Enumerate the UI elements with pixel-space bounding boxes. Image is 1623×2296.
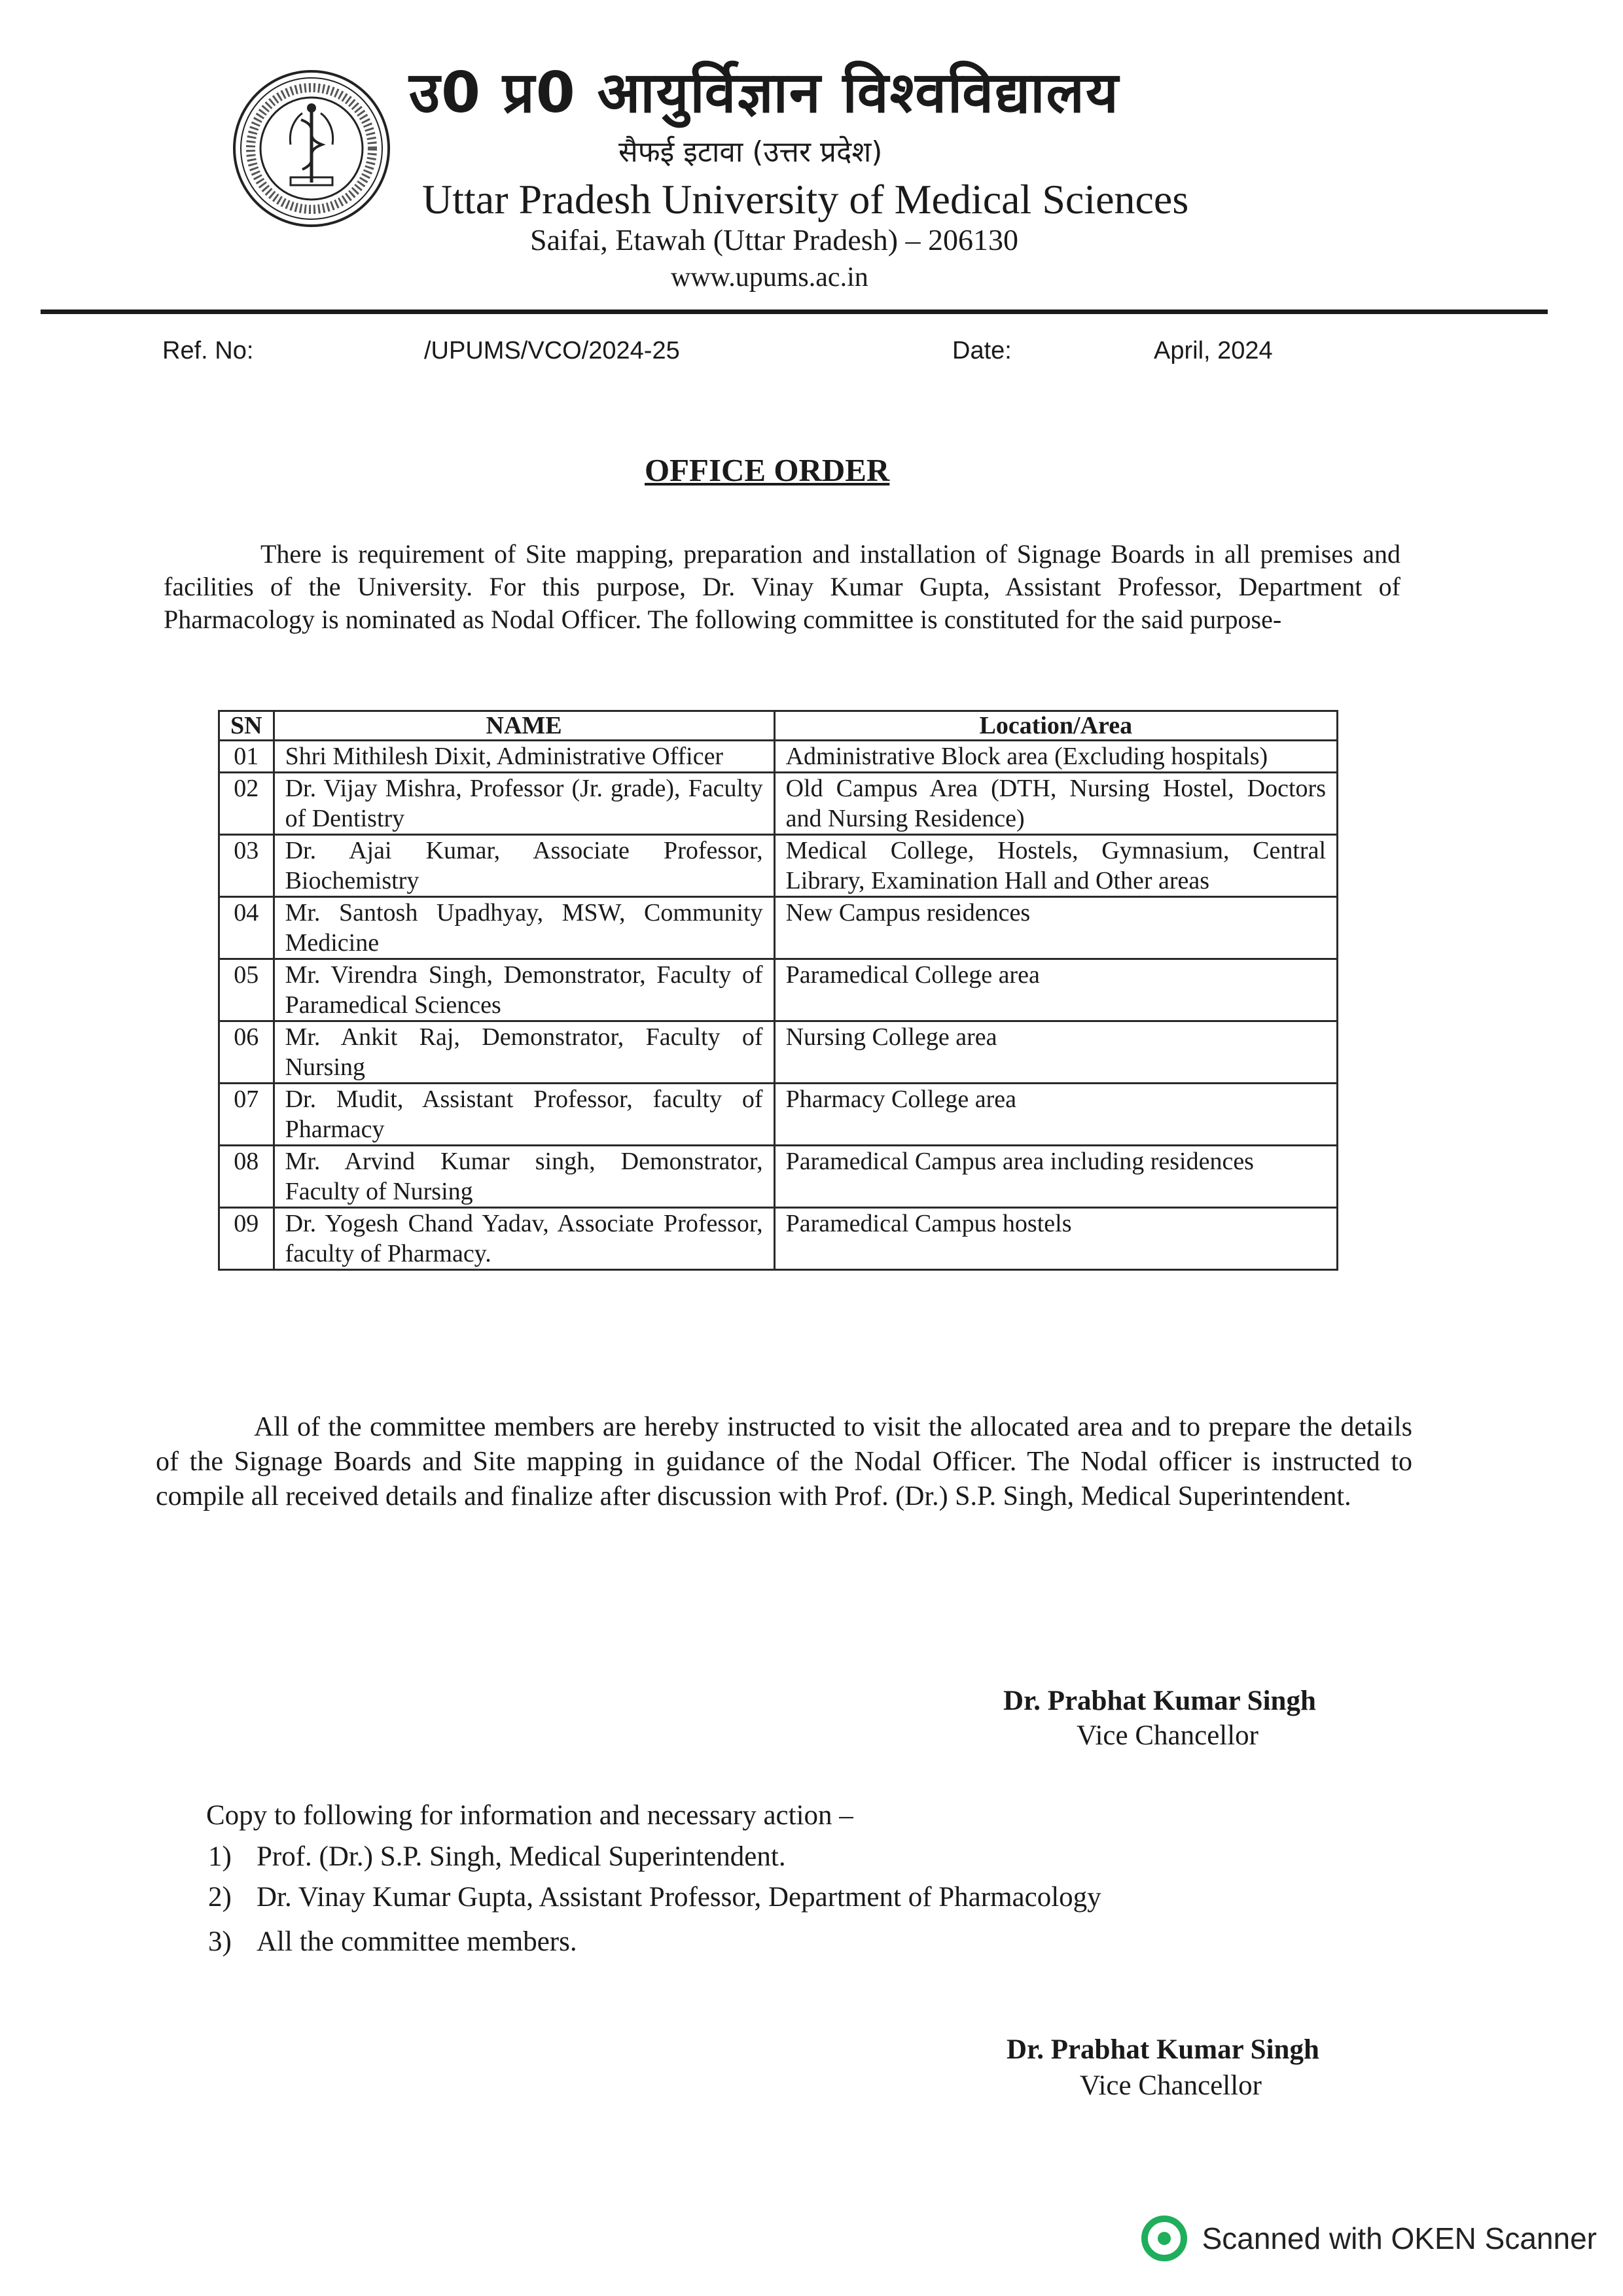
copy-to-item-number: 3) bbox=[208, 1926, 232, 1957]
row-name: Mr. Arvind Kumar singh, Demonstrator, Faculty of Nursing bbox=[274, 1146, 774, 1208]
row-location: New Campus residences bbox=[774, 897, 1337, 959]
table-row bbox=[219, 1146, 1338, 1208]
signatory-name: Dr. Prabhat Kumar Singh bbox=[1003, 1686, 1316, 1716]
date-value: April, 2024 bbox=[1154, 337, 1273, 364]
scanner-text: Scanned with OKEN Scanner bbox=[1202, 2221, 1597, 2255]
letterhead-divider bbox=[41, 309, 1548, 314]
row-name: Dr. Vijay Mishra, Professor (Jr. grade), Faculty of Dentistry bbox=[274, 773, 774, 835]
row-sn: 05 bbox=[219, 959, 274, 1021]
committee-table bbox=[218, 710, 1338, 1271]
row-sn: 07 bbox=[219, 1084, 274, 1146]
row-name: Dr. Mudit, Assistant Professor, faculty of Pharmacy bbox=[274, 1084, 774, 1146]
column-header-sn: SN bbox=[219, 711, 274, 741]
row-location: Administrative Block area (Excluding hospitals) bbox=[774, 741, 1337, 773]
row-name: Mr. Virendra Singh, Demonstrator, Faculty of Paramedical Sciences bbox=[274, 959, 774, 1021]
row-sn: 03 bbox=[219, 835, 274, 897]
table-row bbox=[219, 1084, 1338, 1146]
scanner-watermark bbox=[1141, 2215, 1597, 2262]
column-header-name: NAME bbox=[274, 711, 774, 741]
copy-to-item: All the committee members. bbox=[257, 1926, 577, 1957]
row-name: Dr. Ajai Kumar, Associate Professor, Biochemistry bbox=[274, 835, 774, 897]
row-sn: 08 bbox=[219, 1146, 274, 1208]
row-sn: 06 bbox=[219, 1021, 274, 1084]
university-address-english: Saifai, Etawah (Uttar Pradesh) – 206130 bbox=[530, 223, 1019, 256]
table-row bbox=[219, 741, 1338, 773]
intro-paragraph: There is requirement of Site mapping, preparation and installation of Signage Boards in all premises and facilities of the University. For this purpose, Dr. Vinay Kumar Gupta, Assistant Professor, Department of Pharmacology is nominated as Nodal Officer. The following committee is constituted for the said purpose- bbox=[164, 539, 1400, 634]
table-row bbox=[219, 1021, 1338, 1084]
table-row bbox=[219, 897, 1338, 959]
row-location: Pharmacy College area bbox=[774, 1084, 1337, 1146]
row-location: Paramedical Campus hostels bbox=[774, 1208, 1337, 1270]
page-title: OFFICE ORDER bbox=[645, 452, 890, 488]
row-sn: 09 bbox=[219, 1208, 274, 1270]
column-header-location: Location/Area bbox=[774, 711, 1337, 741]
university-name-hindi: उ0 प्र0 आयुर्विज्ञान विश्वविद्यालय bbox=[409, 60, 1120, 126]
row-sn: 01 bbox=[219, 741, 274, 773]
row-name: Mr. Santosh Upadhyay, MSW, Community Medicine bbox=[274, 897, 774, 959]
university-name-english: Uttar Pradesh University of Medical Sciences bbox=[422, 176, 1189, 222]
ref-label: Ref. No: bbox=[162, 337, 254, 364]
university-website: www.upums.ac.in bbox=[671, 262, 868, 292]
signatory-designation: Vice Chancellor bbox=[1080, 2070, 1262, 2101]
table-header-row bbox=[219, 711, 1338, 741]
table-row bbox=[219, 773, 1338, 835]
copy-to-item: Prof. (Dr.) S.P. Singh, Medical Superintendent. bbox=[257, 1841, 786, 1872]
university-seal-icon bbox=[230, 67, 393, 230]
copy-to-item-number: 1) bbox=[208, 1841, 232, 1872]
row-name: Dr. Yogesh Chand Yadav, Associate Professor, faculty of Pharmacy. bbox=[274, 1208, 774, 1270]
copy-to-item-number: 2) bbox=[208, 1882, 232, 1913]
signatory-designation: Vice Chancellor bbox=[1077, 1720, 1258, 1751]
copy-to-heading: Copy to following for information and necessary action – bbox=[206, 1800, 853, 1831]
table-row bbox=[219, 959, 1338, 1021]
row-location: Medical College, Hostels, Gymnasium, Central Library, Examination Hall and Other areas bbox=[774, 835, 1337, 897]
signatory-name: Dr. Prabhat Kumar Singh bbox=[1007, 2034, 1319, 2065]
row-location: Paramedical Campus area including residences bbox=[774, 1146, 1337, 1208]
closing-paragraph: All of the committee members are hereby instructed to visit the allocated area and to prepare the details of the Signage Boards and Site mapping in guidance of the Nodal Officer. The Nodal officer is instructed to compile all received details and finalize after discussion with Prof. (Dr.) S.P. Singh, Medical Superintendent. bbox=[156, 1412, 1412, 1511]
row-location: Paramedical College area bbox=[774, 959, 1337, 1021]
copy-to-item: Dr. Vinay Kumar Gupta, Assistant Professor, Department of Pharmacology bbox=[257, 1882, 1101, 1913]
row-sn: 02 bbox=[219, 773, 274, 835]
row-location: Nursing College area bbox=[774, 1021, 1337, 1084]
row-location: Old Campus Area (DTH, Nursing Hostel, Doctors and Nursing Residence) bbox=[774, 773, 1337, 835]
table-row bbox=[219, 1208, 1338, 1270]
oken-scanner-logo-icon bbox=[1141, 2215, 1188, 2262]
row-name: Mr. Ankit Raj, Demonstrator, Faculty of Nursing bbox=[274, 1021, 774, 1084]
date-label: Date: bbox=[952, 337, 1012, 364]
row-name: Shri Mithilesh Dixit, Administrative Officer bbox=[274, 741, 774, 773]
university-address-hindi: सैफई इटावा (उत्तर प्रदेश) bbox=[618, 135, 883, 169]
table-row bbox=[219, 835, 1338, 897]
row-sn: 04 bbox=[219, 897, 274, 959]
ref-number: /UPUMS/VCO/2024-25 bbox=[424, 337, 680, 364]
